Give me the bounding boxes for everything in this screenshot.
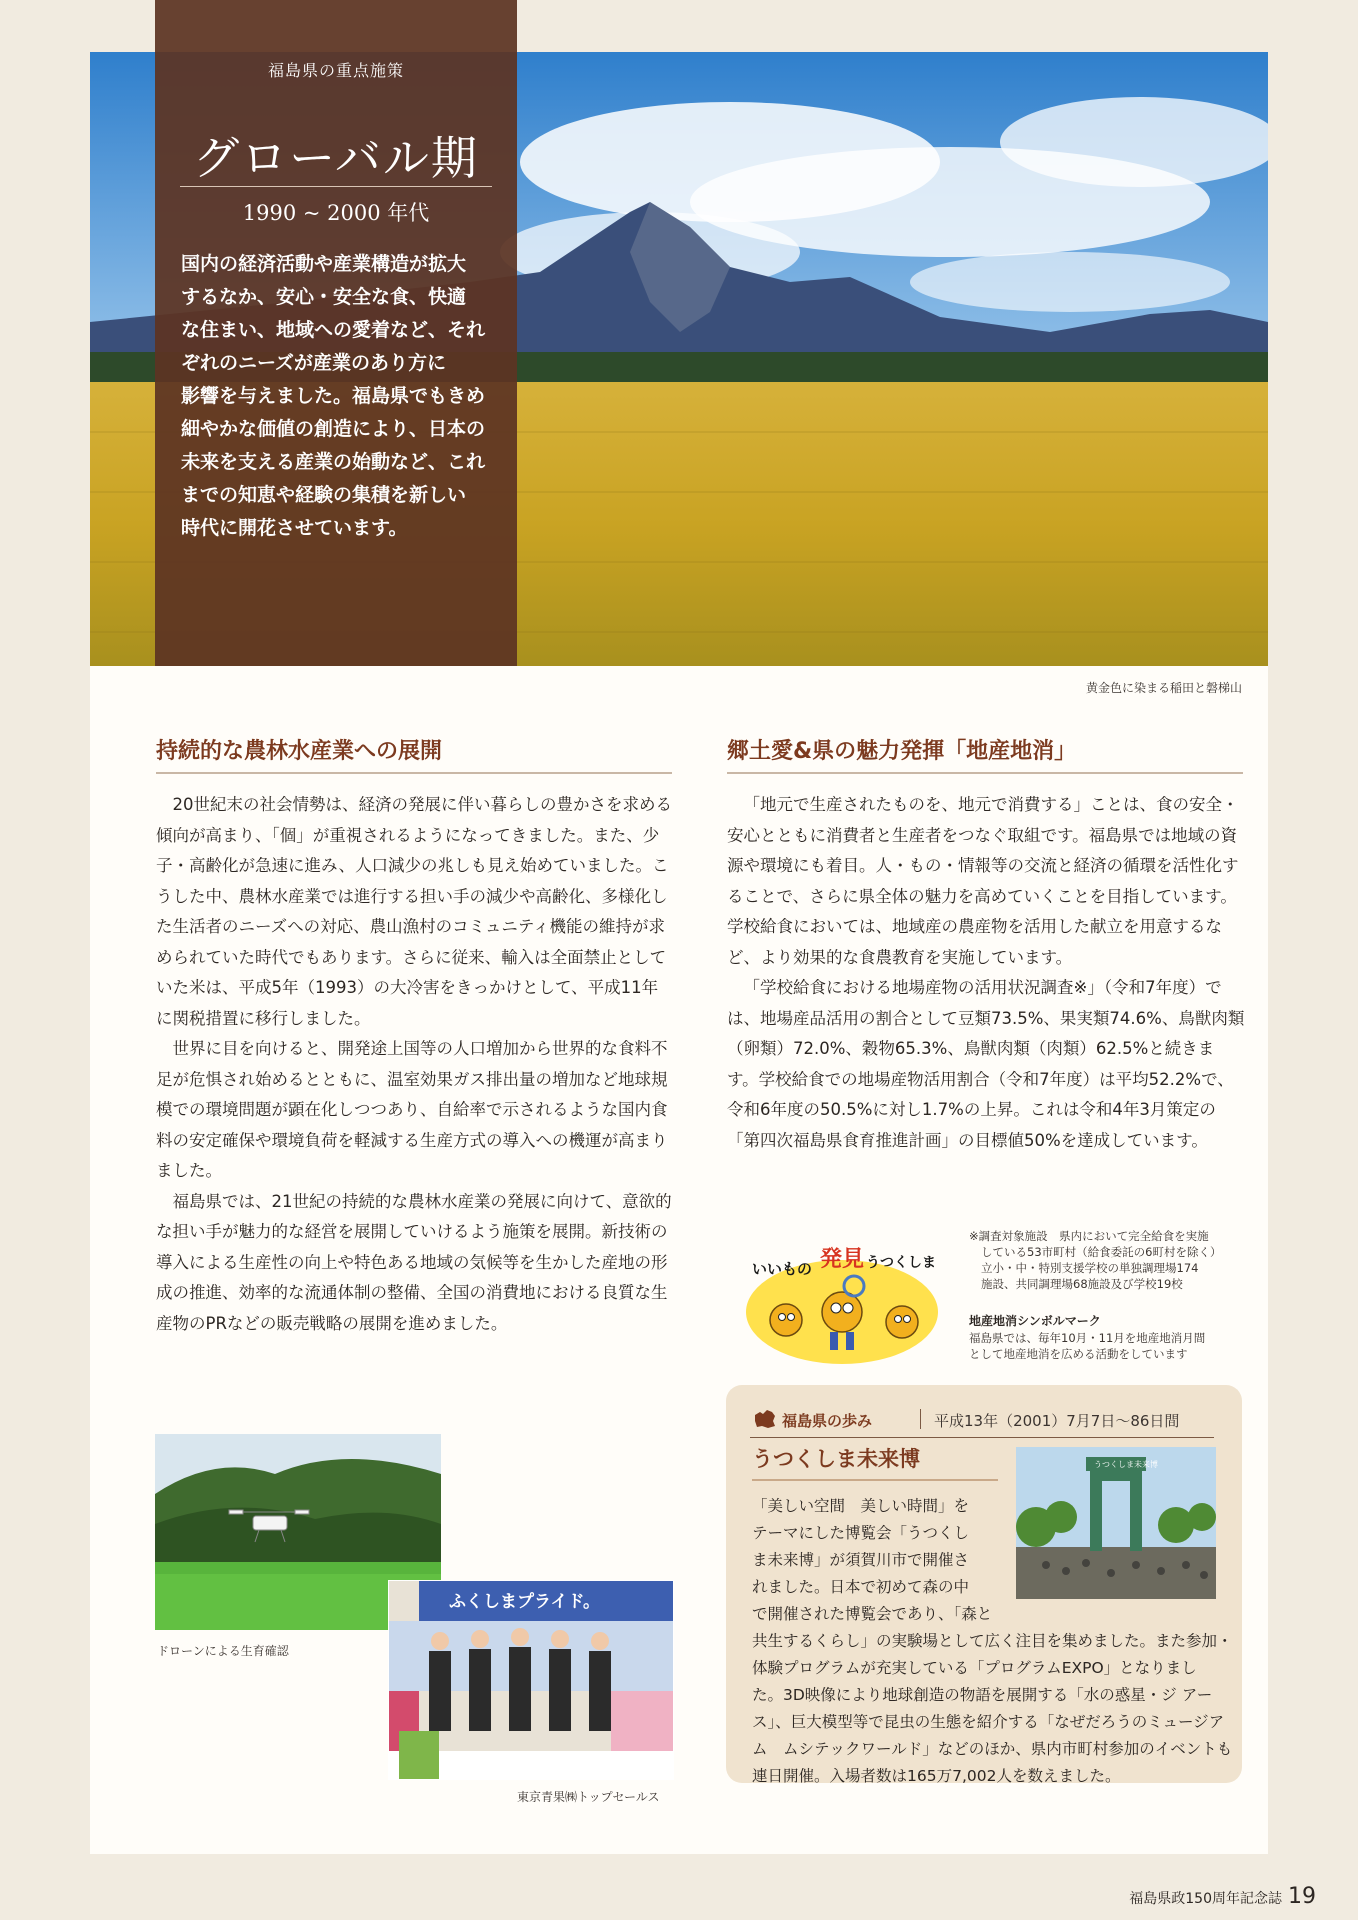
hero-body-line: するなか、安心・安全な食、快適 <box>181 286 467 308</box>
fukushima-map-icon <box>754 1409 776 1429</box>
hero-body-line: 未来を支える産業の始動など、これ <box>181 451 486 473</box>
hero-body <box>181 248 501 545</box>
chisan-chisho-logo <box>742 1240 942 1368</box>
history-line: ム ムシテックワールド」などのほか、県内市町村参加のイベントも <box>752 1740 1233 1758</box>
history-header <box>750 1403 1214 1438</box>
hero-body-line: 細やかな価値の創造により、日本の <box>181 418 486 440</box>
hero-kicker: 福島県の重点施策 <box>267 61 404 80</box>
page-number: 19 <box>1288 1884 1316 1909</box>
paragraph: 「学校給食における地場産物の活用状況調査※」（令和7年度）では、地場産品活用の割合として豆類73.5%、果実類74.6%、鳥獣肉類（卵類）72.0%、穀物65.3%、鳥獣肉類（肉類）62.5%と続きます。学校給食での地場産物活用割合（令和7年度）は平均52.2%で、令和6年度の50.5%に対し1.7%の上昇。これは令和4年3月策定の「第四次福島県食育推進計画」の目標値50%を達成しています。 <box>727 978 1245 1150</box>
history-line: ま未来博」が須賀川市で開催さ <box>752 1551 970 1569</box>
paragraph: 「地元で生産されたものを、地元で消費する」ことは、食の安全・安心とともに消費者と生産者をつなぐ取組です。福島県では地域の資源や環境にも着目。人・もの・情報等の交流と経済の循環を活性化することで、さらに県全体の魅力を高めていくことを目指しています。学校給食においては、地域産の農産物を活用した献立を用意するなど、より効果的な食農教育を実施しています。 <box>727 795 1239 967</box>
history-label: 福島県の歩み <box>782 1412 873 1430</box>
publication-name: 福島県政150周年記念誌 <box>1129 1891 1282 1907</box>
hero-title: グローバル期 <box>193 131 479 185</box>
history-line: 「美しい空間 美しい時間」を <box>752 1497 970 1515</box>
top-sales-caption: 東京青果㈱トップセールス <box>517 1790 660 1804</box>
hero-body-line: 時代に開花させています。 <box>181 517 408 539</box>
mark-title: 地産地消シンボルマーク <box>969 1314 1101 1328</box>
history-line: 連日開催。入場者数は165万7,002人を数えました。 <box>752 1767 1121 1785</box>
history-line: 体験プログラムが充実している「プログラムEXPO」となりまし <box>752 1659 1197 1677</box>
history-line: た。3D映像により地球創造の物語を展開する「水の惑星・ジ アー <box>752 1686 1213 1704</box>
history-body <box>752 1493 1233 1790</box>
hero-period: 1990 ~ 2000 年代 <box>242 201 430 225</box>
history-title: うつくしま未来博 <box>752 1447 920 1471</box>
page-footer <box>1129 1884 1316 1909</box>
hero-body-line: ぞれのニーズが産業のあり方に <box>181 352 447 374</box>
history-line: ス」、巨大模型等で昆虫の生態を紹介する「なぜだろうのミュージア <box>752 1713 1225 1731</box>
logo-text-c: うつくしま <box>866 1255 936 1271</box>
hero-text-panel <box>155 0 517 666</box>
mark-description <box>969 1330 1205 1362</box>
history-line: 共生するくらし」の実験場として広く注目を集めました。また参加・ <box>752 1632 1233 1650</box>
left-section-rule <box>156 772 672 774</box>
hero-caption: 黄金色に染まる稲田と磐梯山 <box>1085 681 1242 695</box>
right-section-title: 郷土愛&県の魅力発揮「地産地消」 <box>727 739 1077 764</box>
history-line: れました。日本で初めて森の中 <box>752 1578 970 1596</box>
right-section-rule <box>727 772 1243 774</box>
top-sales-photo <box>388 1580 674 1780</box>
history-title-rule <box>752 1479 998 1481</box>
banner-text: ふくしまプライド。 <box>449 1592 600 1612</box>
left-section-title: 持続的な農林水産業への展開 <box>156 739 443 764</box>
history-box <box>726 1385 1242 1783</box>
mark-line: 福島県では、毎年10月・11月を地産地消月間 <box>969 1331 1206 1345</box>
note-line: ※調査対象施設 県内において完全給食を実施 <box>969 1229 1209 1243</box>
hero-body-line: までの知恵や経験の集積を新しい <box>181 484 467 506</box>
expo-gate-sign: うつくしま未来博 <box>1094 1460 1158 1469</box>
hero-body-line: 影響を与えました。福島県でもきめ <box>181 385 486 407</box>
hero-divider <box>180 186 492 187</box>
note-line: 施設、共同調理場68施設及び学校19校 <box>981 1277 1183 1291</box>
note-line: している53市町村（給食委託の6町村を除く） <box>981 1245 1222 1259</box>
history-line: で開催された博覧会であり、「森と <box>752 1605 993 1623</box>
left-section-body <box>156 790 674 1339</box>
survey-note <box>969 1228 1221 1292</box>
logo-text-b: 発見 <box>820 1247 865 1272</box>
hero-body-line: な住まい、地域への愛着など、それ <box>181 319 486 341</box>
history-separator <box>920 1409 921 1429</box>
paragraph: 福島県では、21世紀の持続的な農林水産業の発展に向けて、意欲的な担い手が魅力的な経営を展開していけるよう施策を展開。新技術の導入による生産性の向上や特色ある地域の気候等を生かした産地の形成の推進、効率的な流通体制の整備、全国の消費地における良質な生産物のPRなどの販売戦略の展開を進めました。 <box>156 1191 672 1333</box>
paragraph: 世界に目を向けると、開発途上国等の人口増加から世界的な食料不足が危惧され始めるとともに、温室効果ガス排出量の増加など地球規模での環境問題が顕在化しつつあり、自給率で示されるような国内食料の安定確保や環境負荷を軽減する生産方式の導入への機運が高まりました。 <box>156 1039 668 1180</box>
drone-caption: ドローンによる生育確認 <box>157 1644 289 1658</box>
mark-line: として地産地消を広める活動をしています <box>969 1347 1188 1361</box>
history-date: 平成13年（2001）7月7日〜86日間 <box>934 1412 1180 1430</box>
note-line: 立小・中・特別支援学校の単独調理場174 <box>981 1261 1199 1275</box>
paragraph: 20世紀末の社会情勢は、経済の発展に伴い暮らしの豊かさを求める傾向が高まり、「個」が重視されるようになってきました。また、少子・高齢化が急速に進み、人口減少の兆しも見え始めていました。こうした中、農林水産業では進行する担い手の減少や高齢化、多様化した生活者のニーズへの対応、農山漁村のコミュニティ機能の維持が求められていた時代でもあります。さらに従来、輸入は全面禁止としていた米は、平成5年（1993）の大冷害をきっかけとして、平成11年に関税措置に移行しました。 <box>156 795 672 1028</box>
hero-body-line: 国内の経済活動や産業構造が拡大 <box>181 253 467 275</box>
logo-text-a: いいもの <box>752 1260 813 1278</box>
history-line: テーマにした博覧会「うつくし <box>752 1524 970 1542</box>
right-section-body <box>727 790 1245 1156</box>
